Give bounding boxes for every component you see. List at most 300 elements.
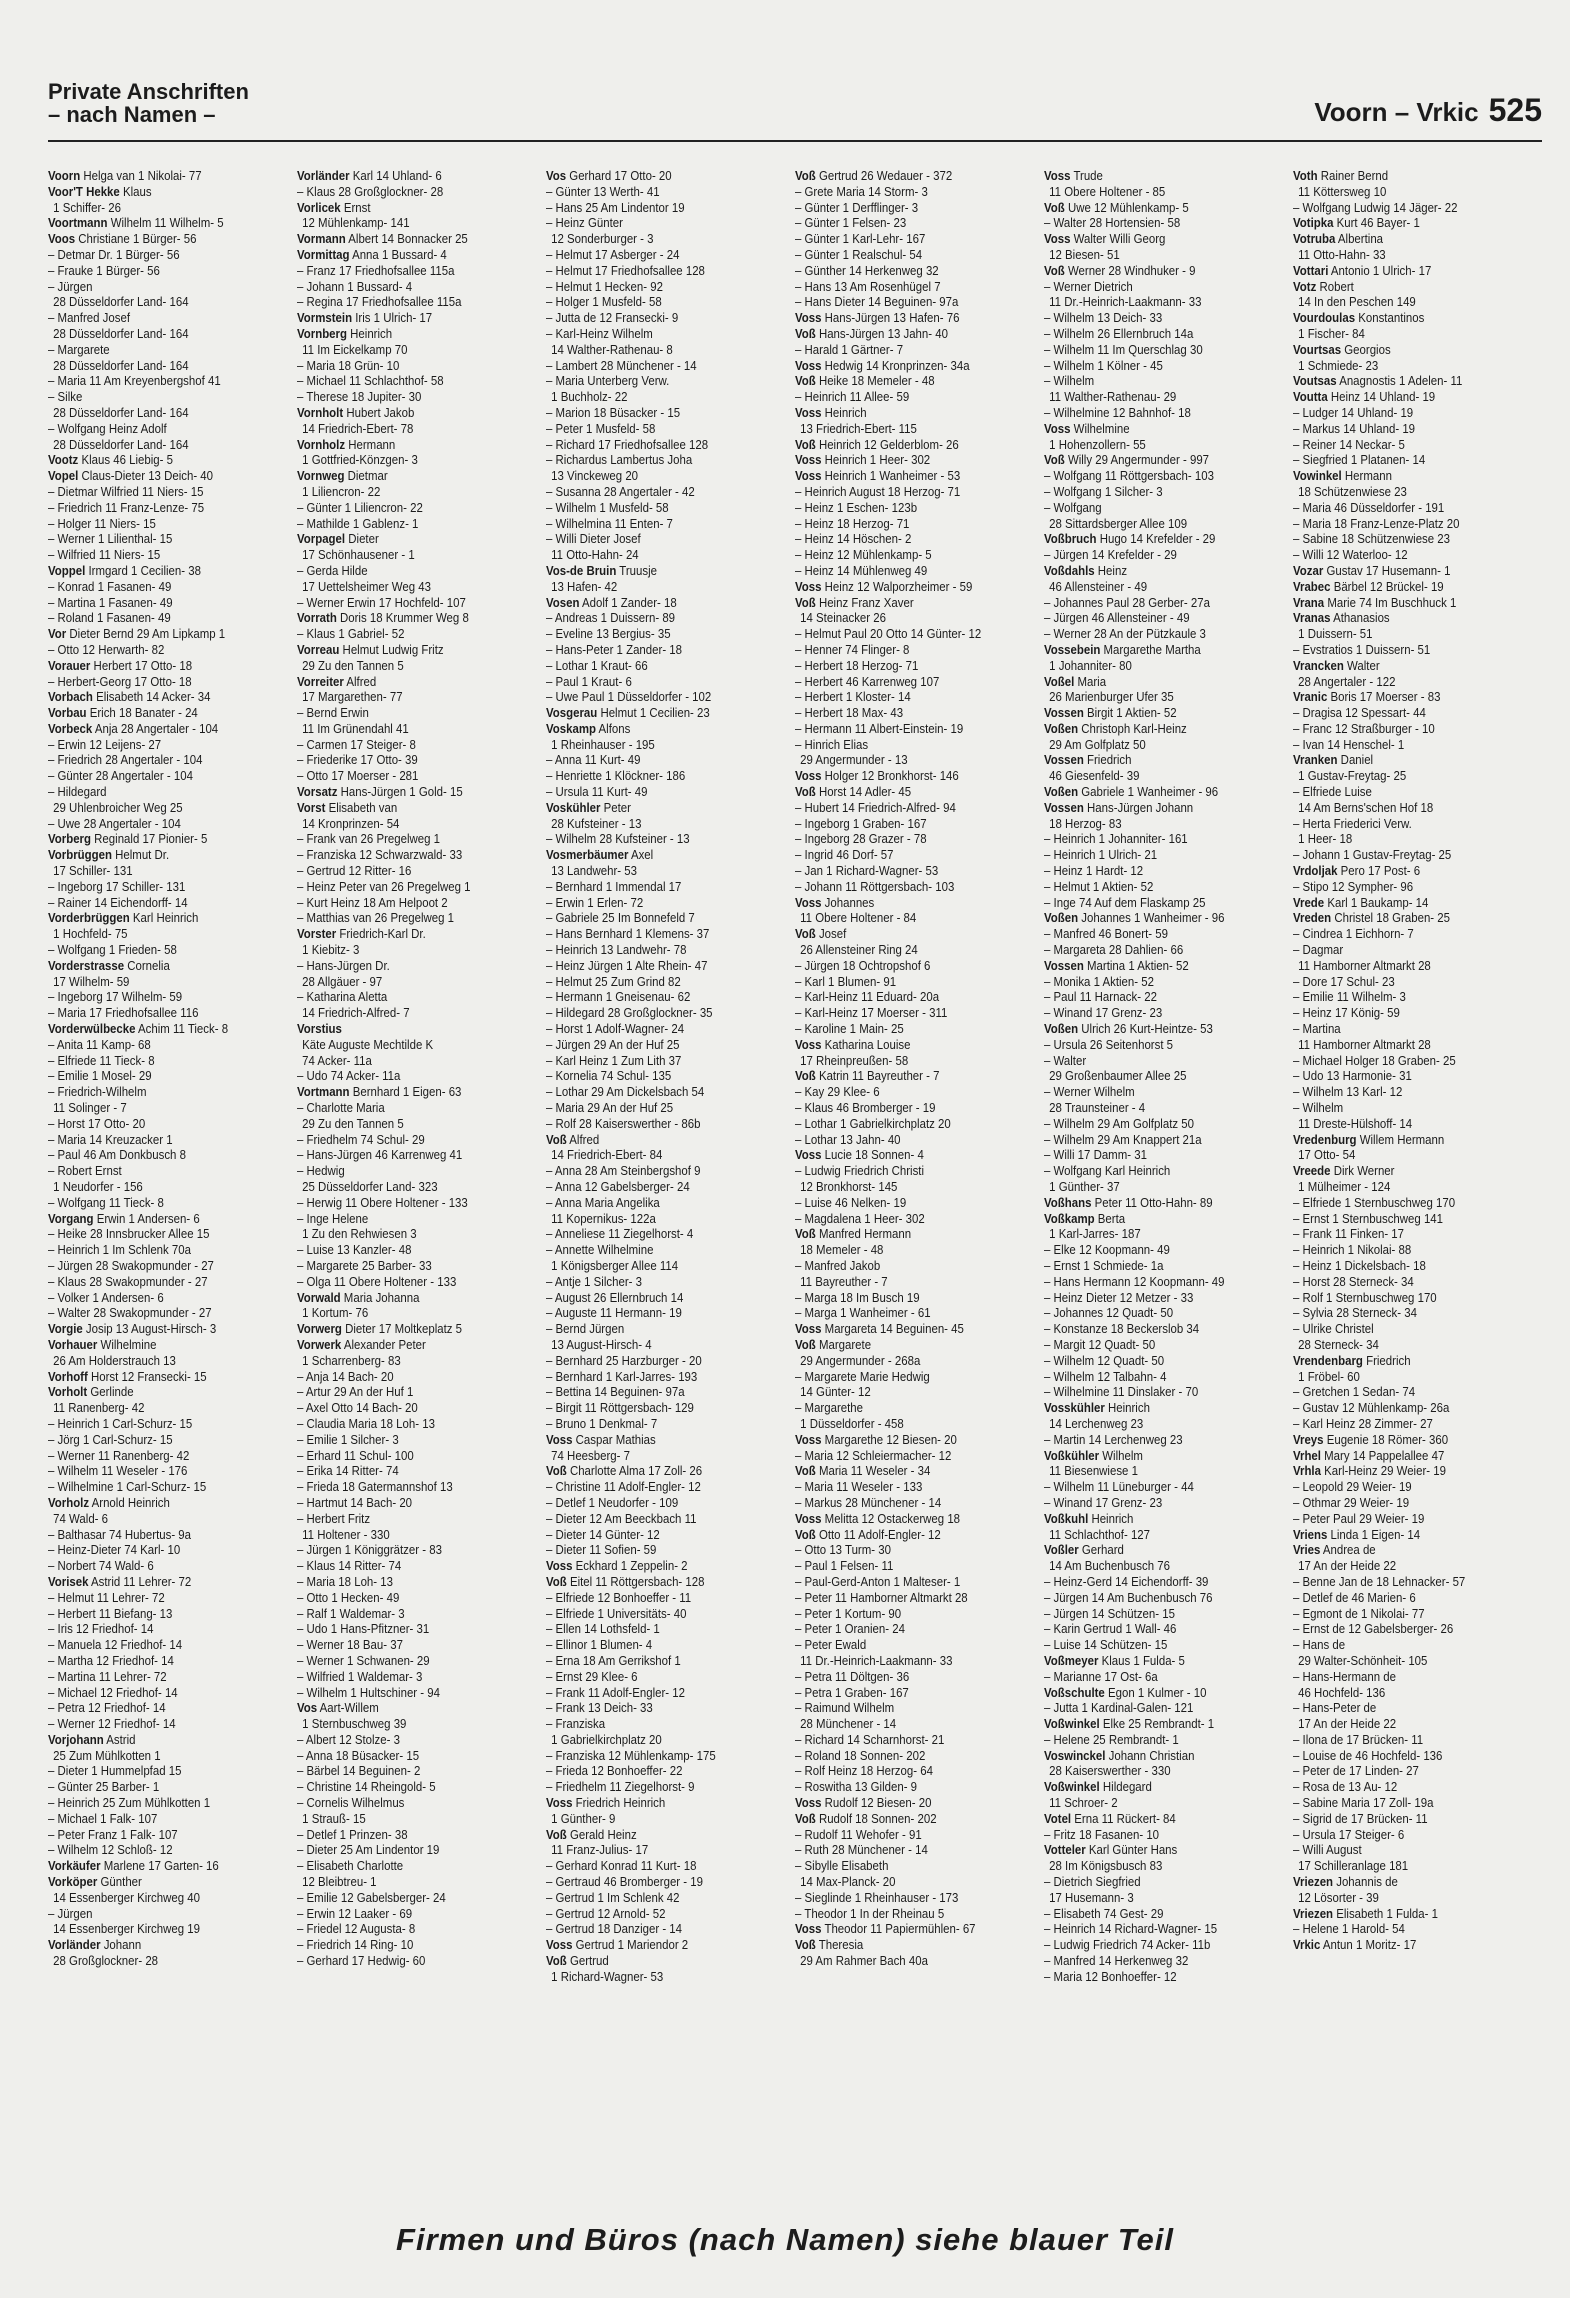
entry-text: – Friedrich 28 Angertaler - 104 [48,752,203,768]
directory-entry [546,1479,788,1495]
entry-text: – Balthasar 74 Hubertus- 9a [48,1526,192,1542]
directory-entry [795,1858,1037,1874]
entry-text: – Karl-Heinz 17 Moerser - 311 [795,1005,948,1021]
directory-entry [546,1874,788,1890]
directory-entry [546,1921,788,1937]
entry-text: – Wolfgang [1044,499,1102,515]
entry-text: – Ulrike Christel [1293,1321,1374,1337]
directory-entry [297,421,539,437]
directory-entry [1044,326,1286,342]
directory-entry [795,674,1037,690]
directory-entry [1293,1527,1535,1543]
entry-text: – Heinrich 13 Landwehr- 78 [546,942,687,958]
entry-text: – Jürgen 1 Königgrätzer - 83 [297,1542,442,1558]
directory-entry [795,705,1037,721]
entry-text: – Holger 1 Musfeld- 58 [546,294,662,310]
entry-text: – Lothar 1 Gabrielkirchplatz 20 [795,1115,951,1131]
directory-entry [48,1637,290,1653]
directory-entry [48,1369,290,1385]
directory-entry [1293,405,1535,421]
entry-text: – Lambert 28 Münchener - 14 [546,357,697,373]
directory-entry [1044,674,1286,690]
directory-entry [1293,1937,1535,1953]
entry-text: – Michael Holger 18 Graben- 25 [1293,1052,1456,1068]
entry-text: – Karl Heinz 28 Zimmer- 27 [1293,1415,1433,1431]
directory-entry [546,279,788,295]
directory-entry [48,1321,290,1337]
surname: Vos [297,1700,318,1716]
entry-text: Astrid [103,1731,136,1747]
entry-text: – Klaus 1 Gabriel- 52 [297,626,405,642]
entry-text: – Egmont de 1 Nikolai- 77 [1293,1605,1425,1621]
directory-entry [795,263,1037,279]
directory-entry [1293,1132,1535,1148]
directory-entry [546,1669,788,1685]
directory-entry [546,389,788,405]
entry-text: – Johann 11 Röttgersbach- 103 [795,878,955,894]
entry-text: Elke 25 Rembrandt- 1 [1099,1716,1215,1732]
entry-text: – Karl 1 Blumen- 91 [795,973,897,989]
entry-text: 26 Allensteiner Ring 24 [800,942,918,958]
directory-entry [795,1748,1037,1764]
directory-entry [546,184,788,200]
entry-text: – Ingrid 46 Dorf- 57 [795,847,894,863]
directory-entry [1044,610,1286,626]
directory-entry [546,910,788,926]
surname: Vossen [1044,799,1084,815]
directory-entry [1044,1195,1286,1211]
entry-text: Eckhard 1 Zeppelin- 2 [572,1558,688,1574]
surname: Vor [48,626,67,642]
entry-text: – Sabine Maria 17 Zoll- 19a [1293,1795,1434,1811]
entry-text: 11 Hamborner Altmarkt 28 [1298,957,1431,973]
directory-entry [48,215,290,231]
entry-text: Eitel 11 Röttgersbach- 128 [566,1573,705,1589]
entry-text: Friedrich-Karl Dr. [336,926,426,942]
entry-text: Arnold Heinrich [89,1494,170,1510]
entry-text: Erich 18 Banater - 24 [86,705,198,721]
entry-text: – Karl Heinz 1 Zum Lith 37 [546,1052,682,1068]
directory-entry [1044,1969,1286,1985]
entry-text: – Hans-Jürgen 46 Karrenweg 41 [297,1147,463,1163]
directory-entry [546,342,788,358]
entry-text: – Herbert Fritz [297,1510,371,1526]
entry-text: 28 Allgäuer - 97 [302,973,383,989]
entry-text: – Günther 14 Herkenweg 32 [795,262,939,278]
surname: Vorhoff [48,1368,88,1384]
directory-entry [297,1448,539,1464]
directory-entry [297,563,539,579]
directory-entry [1293,847,1535,863]
directory-entry [795,1590,1037,1606]
entry-text: 1 Mülheimer - 124 [1298,1179,1391,1194]
entry-text: – Gertrud 12 Arnold- 52 [546,1905,666,1921]
entry-text: 46 Hochfeld- 136 [1298,1684,1386,1700]
directory-entry [297,831,539,847]
column-4 [795,168,1044,2220]
directory-entry [795,547,1037,563]
entry-text: 1 Düsseldorfer - 458 [800,1415,904,1431]
entry-text: – Anneliese 11 Ziegelhorst- 4 [546,1226,694,1242]
column-1 [48,168,297,2220]
directory-entry [546,974,788,990]
entry-text: – Martina 11 Lehrer- 72 [48,1668,167,1684]
directory-entry [48,1100,290,1116]
entry-text: – Ilona de 17 Brücken- 11 [1293,1731,1424,1747]
entry-text: Christoph Karl-Heinz [1078,720,1187,736]
directory-entry [795,1321,1037,1337]
surname: Vorberg [48,831,91,847]
directory-entry [297,1147,539,1163]
entry-text: Margarethe 12 Biesen- 20 [821,1431,957,1447]
directory-entry [48,1400,290,1416]
directory-entry [795,800,1037,816]
entry-text: – Gustav 12 Mühlenkamp- 26a [1293,1400,1450,1416]
directory-entry [546,721,788,737]
directory-entry [795,279,1037,295]
directory-entry [546,1685,788,1701]
directory-entry [1044,831,1286,847]
entry-text: – Hinrich Elias [795,736,869,752]
directory-entry [1293,1163,1535,1179]
surname: Voßkamp [1044,1210,1095,1226]
entry-text: – Paul 46 Am Donkbusch 8 [48,1147,186,1163]
surname: Voss [795,357,822,373]
entry-text: – Werner Dietrich [1044,278,1133,294]
directory-entry [795,926,1037,942]
directory-entry [1293,626,1535,642]
entry-text: 1 Gottfried-Könzgen- 3 [302,452,418,468]
surname: Voss [795,1795,822,1811]
directory-entry [795,373,1037,389]
surname: Voppel [48,562,86,578]
directory-entry [546,1337,788,1353]
directory-entry [48,1716,290,1732]
surname: Voß [795,168,816,183]
directory-entry [1044,1606,1286,1622]
entry-text: – Ursula 26 Seitenhorst 5 [1044,1036,1174,1052]
entry-text: Christiane 1 Bürger- 56 [75,231,197,247]
entry-text: 17 An der Heide 22 [1298,1558,1397,1574]
directory-entry [795,784,1037,800]
directory-entry [297,1163,539,1179]
directory-entry [297,1669,539,1685]
surname: Vornholt [297,404,344,420]
surname: Votipka [1293,215,1334,231]
directory-entry [297,279,539,295]
directory-entry [1044,737,1286,753]
entry-text: – Inge Helene [297,1210,369,1226]
directory-entry [48,658,290,674]
directory-entry [1044,1179,1286,1195]
directory-entry [1044,1700,1286,1716]
directory-entry [795,974,1037,990]
directory-entry [795,1621,1037,1637]
surname: Vrabec [1293,578,1331,594]
entry-text: – Michael 1 Falk- 107 [48,1810,158,1826]
surname: Voßkühler [1044,1447,1100,1463]
directory-entry [48,768,290,784]
directory-entry [546,1748,788,1764]
directory-entry [48,863,290,879]
directory-entry [48,1226,290,1242]
entry-text: Heinrich [1088,1510,1134,1526]
directory-entry [546,405,788,421]
directory-entry [48,1037,290,1053]
entry-text: – Maria 11 Weseler - 133 [795,1479,923,1495]
column-2 [297,168,546,2220]
entry-text: – Luise 13 Kanzler- 48 [297,1242,412,1258]
entry-text: – Detlef de 46 Marien- 6 [1293,1589,1416,1605]
directory-entry [297,1353,539,1369]
directory-entry [1044,215,1286,231]
entry-text: – Wilhelm 12 Quadt- 50 [1044,1352,1165,1368]
entry-text: Konstantinos [1355,310,1425,326]
entry-text: – Willi August [1293,1842,1362,1858]
directory-entry [546,1226,788,1242]
directory-entry [1293,215,1535,231]
entry-text: – Katharina Aletta [297,989,388,1005]
entry-text: 29 Uhlenbroicher Weg 25 [53,799,183,815]
entry-text: 17 Margarethen- 77 [302,689,403,705]
entry-text: – Peter Franz 1 Falk- 107 [48,1826,178,1842]
entry-text: Elisabeth 14 Acker- 34 [92,689,211,705]
entry-text: – Robert Ernst [48,1163,122,1179]
entry-text: – Rudolf 11 Wehofer - 91 [795,1826,922,1842]
entry-text: Anna 1 Bussard- 4 [349,246,447,262]
directory-entry [48,1732,290,1748]
entry-text: 1 Strauß- 15 [302,1810,366,1826]
entry-text: – Theodor 1 In der Rheinau 5 [795,1905,945,1921]
directory-entry [297,1384,539,1400]
directory-entry [1293,294,1535,310]
directory-entry [546,579,788,595]
surname: Voßler [1044,1542,1079,1558]
directory-entry [546,200,788,216]
entry-text: – Herbert 18 Herzog- 71 [795,657,919,673]
entry-text: – Peter 1 Musfeld- 58 [546,420,656,436]
directory-entry [297,358,539,374]
directory-entry [1293,1906,1535,1922]
directory-entry [546,800,788,816]
entry-text: – Willi 17 Damm- 31 [1044,1147,1147,1163]
directory-entry [546,1732,788,1748]
surname: Vorrath [297,610,337,626]
entry-text: Karl 1 Baukamp- 14 [1324,894,1429,910]
surname: Voß [1044,199,1065,215]
entry-text: Bärbel 12 Brückel- 19 [1330,578,1444,594]
entry-text: – Günter 13 Werth- 41 [546,183,660,199]
directory-entry [1044,942,1286,958]
entry-text: – Jutta 1 Kardinal-Galen- 121 [1044,1700,1194,1716]
entry-text: – Silke [48,389,83,405]
surname: Vormann [297,231,346,247]
entry-text: 1 Schiffer- 26 [53,199,121,215]
directory-entry [546,1432,788,1448]
directory-entry [546,1542,788,1558]
entry-text: – Jürgen 18 Ochtropshof 6 [795,957,931,973]
entry-text: – Wolfgang 11 Röttgersbach- 103 [1044,468,1214,484]
directory-entry [297,1290,539,1306]
surname: Vorstius [297,1021,342,1037]
surname: Voß [795,1810,816,1826]
surname: Vries [1293,1542,1321,1558]
directory-entry [795,958,1037,974]
entry-text: – Ralf 1 Waldemar- 3 [297,1605,405,1621]
entry-text: 12 Bronkhorst- 145 [800,1179,898,1194]
directory-entry [546,674,788,690]
directory-entry [48,1763,290,1779]
directory-entry [1044,1369,1286,1385]
entry-text: Erna 11 Rückert- 84 [1071,1810,1176,1826]
entry-text: – Jürgen 14 Am Buchenbusch 76 [1044,1589,1213,1605]
directory-entry [1293,200,1535,216]
entry-text: 11 Dr.-Heinrich-Laakmann- 33 [800,1652,953,1668]
directory-entry [795,737,1037,753]
entry-text: – Olga 11 Obere Holtener - 133 [297,1273,457,1289]
directory-entry [1293,910,1535,926]
entry-text: – Roland 18 Sonnen- 202 [795,1747,926,1763]
directory-entry [1293,1369,1535,1385]
entry-text: – Konrad 1 Fasanen- 49 [48,578,172,594]
entry-text: 14 Friedrich-Ebert- 84 [551,1147,663,1163]
page-number: 525 [1488,92,1542,128]
entry-text: Rudolf 18 Sonnen- 202 [815,1810,937,1826]
directory-entry [795,595,1037,611]
entry-text: – Benne Jan de 18 Lehnacker- 57 [1293,1573,1466,1589]
entry-text: – Ingeborg 17 Wilhelm- 59 [48,989,183,1005]
entry-text: – Gertrud 18 Danziger - 14 [546,1921,683,1937]
directory-entry [795,516,1037,532]
directory-entry [795,1179,1037,1195]
entry-text: Heinz 12 Walporzheimer - 59 [821,578,973,594]
directory-entry [48,1274,290,1290]
directory-entry [1293,500,1535,516]
directory-entry [795,1495,1037,1511]
surname: Voßen [1044,720,1079,736]
directory-entry [1293,421,1535,437]
entry-text: – Wolfgang 1 Frieden- 58 [48,942,177,958]
entry-text: – Wilfried 1 Waldemar- 3 [297,1668,423,1684]
directory-entry [297,342,539,358]
entry-text: 11 Im Grünendahl 41 [302,720,409,736]
entry-text: 11 Obere Holtener - 84 [800,910,917,926]
entry-text: Hubert Jakob [343,404,415,420]
entry-text: – Hans-Peter de [1293,1700,1377,1716]
surname: Vorderwülbecke [48,1021,136,1037]
page-header [48,80,1542,138]
entry-text: Horst 12 Fransecki- 15 [87,1368,207,1384]
directory-entry [1044,847,1286,863]
directory-entry [1044,168,1286,184]
entry-text: Gerhard [1078,1542,1124,1558]
directory-entry [795,1827,1037,1843]
entry-text: 1 Sternbuschweg 39 [302,1716,407,1732]
surname: Voßwinkel [1044,1779,1100,1795]
entry-text: Christel 18 Graben- 25 [1331,910,1451,926]
directory-entry [1293,1811,1535,1827]
entry-text: – Maria 29 An der Huf 25 [546,1100,674,1116]
directory-entry [1044,689,1286,705]
directory-entry [546,1021,788,1037]
surname: Voss [795,1321,822,1337]
directory-entry [546,1037,788,1053]
entry-text: – Helmut 11 Lehrer- 72 [48,1589,165,1605]
directory-entry [546,705,788,721]
directory-entry [1044,437,1286,453]
entry-text: – Roland 1 Fasanen- 49 [48,610,171,626]
entry-text: – Walter [1044,1052,1087,1068]
entry-text: – Gertrud 12 Ritter- 16 [297,863,412,879]
entry-text: – Hubert 14 Friedrich-Alfred- 94 [795,799,956,815]
entry-text: – Johannes Paul 28 Gerber- 27a [1044,594,1210,610]
surname: Voor'T Hekke [48,183,120,199]
directory-entry [1044,879,1286,895]
directory-entry [546,1716,788,1732]
directory-entry [546,1369,788,1385]
directory-entry [795,1479,1037,1495]
directory-entry [48,1479,290,1495]
directory-entry [546,1163,788,1179]
entry-text: – Richard 14 Scharnhorst- 21 [795,1731,945,1747]
entry-text: 11 Im Eickelkamp 70 [302,341,408,357]
entry-text: 17 Rheinpreußen- 58 [800,1052,909,1068]
entry-text: – Jörg 1 Carl-Schurz- 15 [48,1431,173,1447]
entry-text: – Werner 28 An der Pützkaule 3 [1044,626,1206,642]
directory-entry [1044,231,1286,247]
entry-text: – Heinz Günter [546,215,623,231]
surname: Vredenburg [1293,1131,1357,1147]
directory-entry [1293,1511,1535,1527]
entry-text: Karl Heinrich [129,910,199,926]
surname: Vranas [1293,610,1331,626]
directory-entry [297,689,539,705]
surname: Voß [546,1953,567,1969]
entry-text: 11 Franz-Julius- 17 [551,1842,649,1858]
directory-entry [1044,958,1286,974]
directory-entry [297,1116,539,1132]
entry-text: – Bruno 1 Denkmal- 7 [546,1415,658,1431]
entry-text: Gerald Heinz [566,1826,637,1842]
directory-entry [297,1211,539,1227]
directory-entry [48,231,290,247]
directory-entry [1293,452,1535,468]
directory-entry [1044,642,1286,658]
entry-text: 11 Solinger - 7 [53,1100,127,1116]
entry-text: – Gertraud 46 Bromberger - 19 [546,1874,704,1890]
directory-entry [297,1495,539,1511]
entry-text: 14 Günter- 12 [800,1384,871,1400]
directory-entry [1293,310,1535,326]
entry-text: Käte Auguste Mechtilde K [302,1036,434,1052]
entry-text: – Wilhelm 13 Karl- 12 [1293,1084,1403,1100]
entry-text: – Werner 1 Lilienthal- 15 [48,531,173,547]
entry-text: 11 Ranenberg- 42 [53,1400,145,1416]
directory-entry [795,484,1037,500]
directory-entry [546,1116,788,1132]
directory-entry [1293,1305,1535,1321]
entry-text: 12 Lösorter - 39 [1298,1889,1379,1905]
entry-text: Gertrud 26 Wedauer - 372 [815,168,953,183]
entry-text: 11 Hamborner Altmarkt 28 [1298,1036,1431,1052]
surname: Vorauer [48,657,91,673]
directory-entry [795,1574,1037,1590]
entry-text: – Frank 11 Adolf-Engler- 12 [546,1684,685,1700]
footer-note: Firmen und Büros (nach Namen) siehe blauer Teil [396,2222,1174,2257]
entry-text: Claus-Dieter 13 Deich- 40 [78,468,214,484]
directory-entry [297,1921,539,1937]
directory-entry [297,326,539,342]
